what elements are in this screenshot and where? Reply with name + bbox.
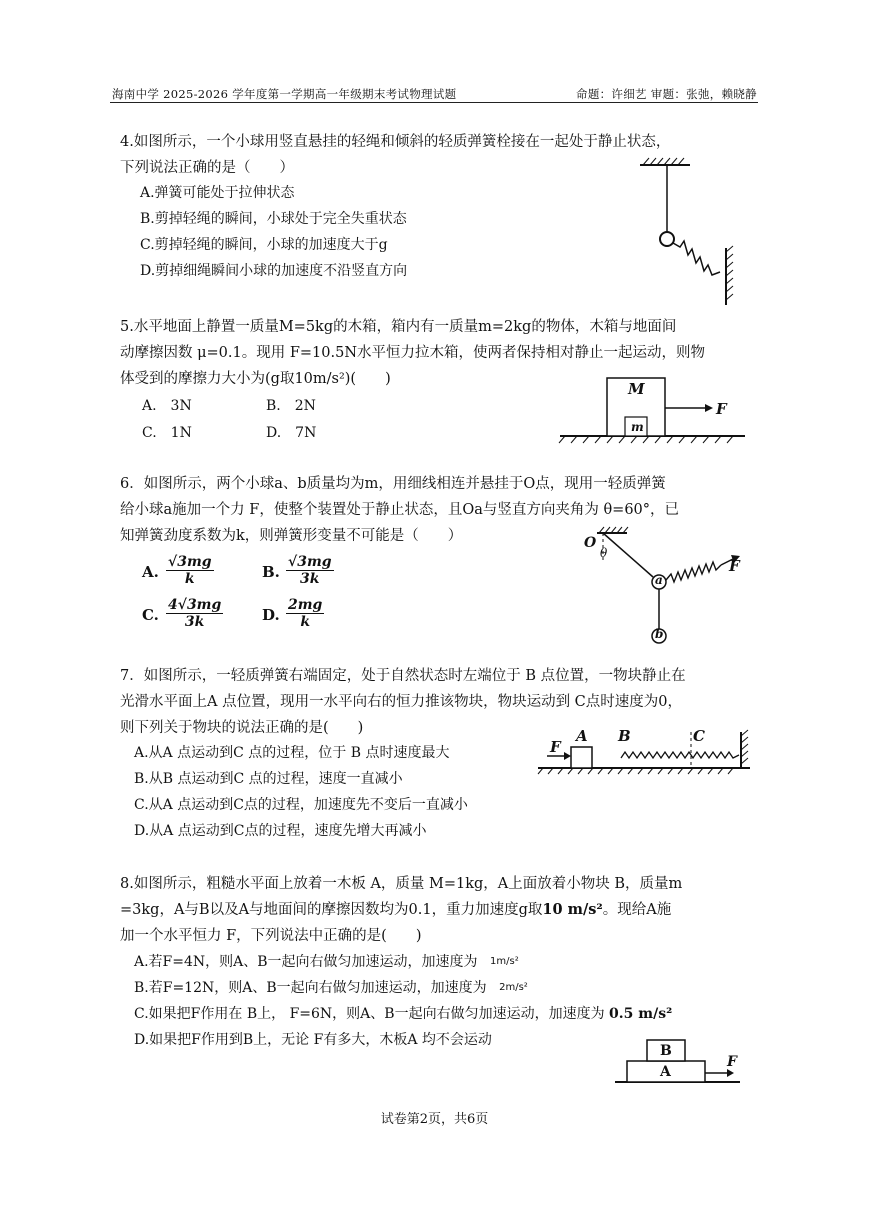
q6-option-c-fraction — [166, 597, 223, 630]
q7-stem-line3: 则下列关于物块的说法正确的是( ) — [120, 720, 364, 736]
q5-stem-line1: 5.水平地面上静置一质量M=5kg的木箱，箱内有一质量m=2kg的物体，木箱与地面间 — [120, 319, 677, 335]
q8-option-b-value: 2m/s² — [499, 982, 528, 993]
exam-header — [112, 86, 757, 102]
q7-option-d: D.从A 点运动到C点的过程，速度先增大再减小 — [134, 823, 427, 839]
q8-option-c-value: 0.5 m/s² — [609, 1006, 673, 1022]
q8-stem-line3: 加一个水平恒力 F，下列说法中正确的是( ) — [120, 928, 422, 944]
q6-spring — [666, 562, 721, 582]
q6-stem-line1: 6．如图所示，两个小球a、b质量均为m，用细线相连并悬挂于O点，现用一轻质弹簧 — [120, 476, 666, 492]
q4-option-d: D.剪掉细绳瞬间小球的加速度不沿竖直方向 — [140, 263, 408, 279]
q8-stem-line2 — [120, 901, 671, 919]
q4-figure — [640, 160, 750, 310]
q4-stem-line1: 4.如图所示，一个小球用竖直悬挂的轻绳和倾斜的轻质弹簧栓接在一起处于静止状态， — [120, 134, 671, 150]
q8-stem-line1: 8.如图所示，粗糙水平面上放着一木板 A，质量 M=1kg，A上面放着小物块 B，质量m — [120, 876, 683, 892]
header-title: 海南中学 2025-2026 学年度第一学期高一年级期末考试物理试题 — [112, 87, 457, 101]
q7-stem-line1: 7．如图所示，一轻质弹簧右端固定，处于自然状态时左端位于 B 点位置，一物块静止在 — [120, 668, 686, 684]
q6-option-c-label: C. — [142, 606, 159, 624]
q4-option-c: C.剪掉轻绳的瞬间，小球的加速度大于g — [140, 237, 388, 253]
q6-option-b-label: B. — [262, 563, 280, 581]
q6-option-a-fraction — [166, 554, 214, 587]
q6-option-d-denominator: k — [300, 614, 311, 630]
q8-option-c-text: C.如果把F作用在 B上， F=6N，则A、B一起向右做匀加速运动，加速度为 — [134, 1006, 605, 1022]
q8-stem-line2-part1: =3kg，A与B以及A与地面间的摩擦因数均为0.1，重力加速度g取 — [120, 902, 543, 918]
q6-label-a: a — [655, 573, 663, 587]
q5-label-m: m — [631, 420, 644, 434]
q6-thread-Oa — [603, 533, 653, 577]
q7-option-a: A.从A 点运动到C 点的过程，位于 B 点时速度最大 — [134, 745, 450, 761]
q5-option-b: B. 2N — [266, 398, 316, 414]
q6-option-d-label: D. — [262, 606, 280, 624]
page-footer: 试卷第2页，共6页 — [380, 1112, 489, 1127]
q6-option-b-numerator: √3mg — [288, 554, 332, 570]
q7-label-A: A — [576, 727, 588, 745]
q6-label-b: b — [655, 627, 664, 641]
q5-stem-line3: 体受到的摩擦力大小为(g取10m/s²)( ) — [120, 371, 391, 387]
q6-option-c-denominator: 3k — [184, 614, 205, 630]
q8-option-a — [134, 953, 519, 973]
q4-option-a: A.弹簧可能处于拉伸状态 — [140, 185, 295, 201]
q6-option-b-denominator: 3k — [300, 571, 320, 587]
q8-option-a-value: 1m/s² — [490, 956, 519, 967]
q4-stem-line2: 下列说法正确的是（ ） — [120, 160, 294, 176]
q8-label-F: F — [727, 1054, 737, 1070]
q6-label-theta: θ — [600, 546, 608, 560]
q6-option-a-numerator: √3mg — [168, 554, 212, 570]
q8-option-b-text: B.若F=12N，则A、B一起向右做匀加速运动，加速度为 — [134, 980, 487, 996]
q8-stem-line2-part3: 。现给A施 — [602, 902, 672, 918]
q6-stem-line2: 给小球a施加一个力 F，使整个装置处于静止状态，且Oa与竖直方向夹角为 θ=60°，已 — [120, 502, 680, 518]
q6-stem-line3: 知弹簧劲度系数为k，则弹簧形变量不可能是（ ） — [120, 528, 463, 544]
q7-figure — [535, 728, 755, 778]
q4-ball — [660, 232, 674, 246]
q5-option-a: A. 3N — [142, 398, 192, 414]
q6-option-a-label: A. — [142, 563, 159, 581]
q7-stem-line2: 光滑水平面上A 点位置，现用一水平向右的恒力推该物块，物块运动到 C点时速度为0， — [120, 694, 683, 710]
q7-label-B: B — [618, 727, 631, 745]
q8-gravity-value: 10 m/s² — [542, 901, 603, 918]
q4-option-b: B.剪掉轻绳的瞬间，小球处于完全失重状态 — [140, 211, 407, 227]
q8-label-B: B — [660, 1043, 672, 1059]
q4-spring — [673, 241, 720, 275]
q6-figure — [585, 525, 755, 650]
q6-option-c-numerator: 4√3mg — [168, 597, 222, 613]
q6-label-F: F — [729, 557, 740, 575]
q7-block — [571, 747, 592, 768]
q8-option-d: D.如果把F作用到B上，无论 F有多大，木板A 均不会运动 — [134, 1032, 492, 1048]
q8-option-b — [134, 979, 528, 999]
q7-option-c: C.从A 点运动到C点的过程，加速度先不变后一直减小 — [134, 797, 468, 813]
q5-label-M: M — [628, 380, 645, 398]
q6-option-b-fraction — [286, 554, 334, 587]
q5-option-c: C. 1N — [142, 425, 192, 441]
q6-label-O: O — [584, 535, 597, 551]
q8-option-c — [134, 1005, 672, 1023]
q8-option-a-text: A.若F=4N，则A、B一起向右做匀加速运动，加速度为 — [134, 954, 478, 970]
q6-option-d-fraction — [286, 597, 324, 630]
q7-label-F: F — [550, 738, 561, 756]
header-authors: 命题：许细艺 审题：张弛，赖晓静 — [576, 87, 757, 101]
q7-option-b: B.从B 点运动到C 点的过程，速度一直减小 — [134, 771, 403, 787]
q8-label-A: A — [660, 1064, 671, 1080]
header-rule — [110, 102, 758, 103]
q5-option-d: D. 7N — [266, 425, 317, 441]
q5-label-F: F — [716, 400, 727, 418]
q6-option-d-numerator: 2mg — [288, 597, 323, 613]
q7-spring — [621, 752, 739, 758]
q7-label-C: C — [693, 727, 705, 745]
q6-option-a-denominator: k — [184, 571, 195, 587]
q5-stem-line2: 动摩擦因数 μ=0.1。现用 F=10.5N水平恒力拉木箱，使两者保持相对静止一起运动，则物 — [120, 345, 706, 361]
